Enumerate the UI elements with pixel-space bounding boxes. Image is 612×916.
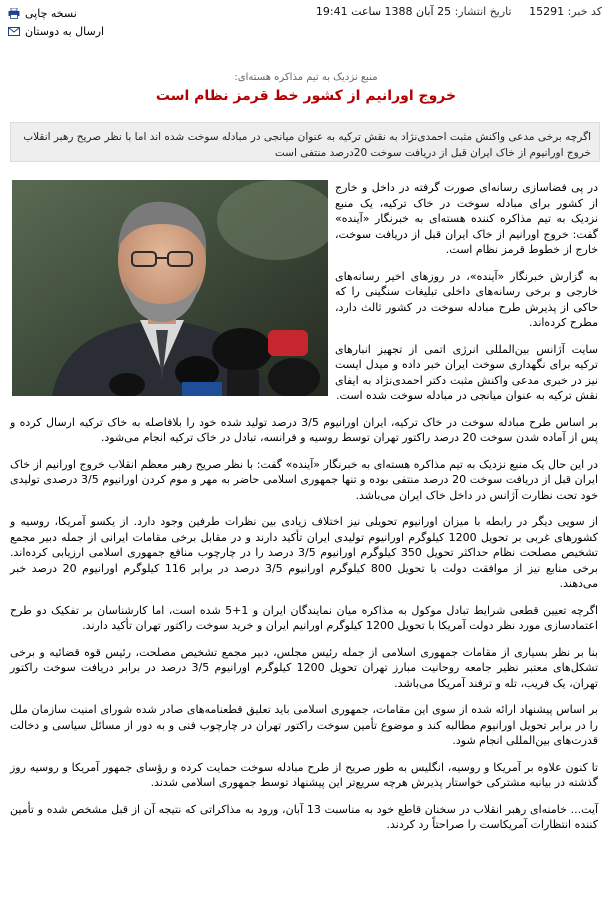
paragraph: در پی فضاسازی رسانه‌ای صورت گرفته در داخل و خارج از کشور برای مبادله سوخت در خاک ترکیه، یک منبع نزدیک به تیم مذاکره کننده هسته‌ای به خبرنگار «آینده» گفت: خروج اورانیم از خاک ایران قبل از دریافت سوخت، خارج از خطوط قرمز نظام است. — [335, 181, 598, 256]
paragraph: سایت آژانس بین‌المللی انرژی اتمی از تجهیز انبارهای ترکیه برای نگهداری سوخت ایران خبر داده و میدل ایست نیز در خبری مدعی واکنش مثبت دکتر احمدی‌نژاد به ایفای نقش ترکیه به عنوان میانجی در مبادله سوخت شده است. — [335, 342, 598, 402]
print-link[interactable] — [8, 4, 104, 22]
news-code-label: کد خبر: — [567, 5, 602, 18]
print-label: نسخه چاپی — [25, 6, 77, 20]
article-body — [10, 180, 598, 844]
article-meta — [316, 5, 602, 18]
paragraph: از سویی دیگر در رابطه با میزان اورانیوم تحویلی نیز اختلاف زیادی بین نظرات طرفین وجود دارد. از یکسو آمریکا، روسیه و کشورهای غربی بر تحویل 1200 کیلوگرم اورانیوم تولیدی ایران تأکید دارند و در مقابل برخی مقامات ایرانی از جمله دبیر مجمع تشخیص مصلحت نظام حداکثر تحویل 350 کیلوگرم اورانیوم 3/5 درصد را در چارچوب منافع جمهوری اسلامی ارزیابی کرده‌اند. برخی منابع نیز از موافقت دولت با تحویل 800 کیلوگرم اورانیوم 3/5 درصد در برابر 116 کیلوگرم اورانیوم 20 درصد خبر می‌دهند. — [10, 515, 598, 590]
paragraph: به گزارش خبرنگار «آینده»، در روزهای اخیر رسانه‌های خارجی و برخی رسانه‌های داخلی تبلیغات سنگینی را که حاکی از پذیرش طرح مبادله سوخت در کشور ثالث دارد، مطرح کرده‌اند. — [335, 269, 598, 329]
paragraph: آیت‌... خامنه‌ای رهبر انقلاب در سخنان قاطع خود به مناسبت 13 آبان، ورود به مذاکراتی که نتیجه آن از قبل مشخص شده و تأمین کننده انتظارات آمریکاست را صراحتاً رد کردند. — [10, 802, 599, 831]
envelope-icon — [8, 26, 20, 37]
paragraph: بر اساس طرح مبادله سوخت در خاک ترکیه، ایران اورانیوم 3/5 درصد تولید شده خود را بلافاصله به خاک ترکیه ارسال کرده و پس از آماده شدن سوخت 20 درصد راکتور تهران توسط روسیه و فرانسه، تبادل در خاک ترکیه انجام می‌شود. — [10, 415, 599, 444]
paragraph: در این حال یک منبع نزدیک به تیم مذاکره هسته‌ای به خبرنگار «آینده» گفت: با نظر صریح رهبر معظم انقلاب خروج اورانیم از خاک ایران قبل از دریافت سوخت 20 درصد منتفی بوده و تنها جمهوری اسلامی حاضر به مهر و موم کردن اورانیوم 3/5 درصدی تولیدی خود تحت نظارت آژانس در داخل خاک ایران می‌باشد. — [10, 457, 599, 502]
paragraph: بنا بر نظر بسیاری از مقامات جمهوری اسلامی از جمله رئیس مجلس، دبیر مجمع تشخیص مصلحت، رئیس قوه قضائیه و برخی تشکل‌های معتبر نظیر جامعه روحانیت مبارز تهران تحویل 1200 کیلوگرم اورانیوم 3/5 درصد در برابر دریافت سوخت راکتور تهران، یک فریب، تله و ترفند آمریکا می‌باشد. — [10, 645, 599, 690]
paragraph: اگرچه تعیین قطعی شرایط تبادل موکول به مذاکره میان نمایندگان ایران و 1+5 شده است، اما کارشناسان بر تفکیک دو طرح اعتمادسازی مورد نظر دولت آمریکا با تحویل 1200 کیلوگرم اورانیم ایران و خرید سوخت راکتور تهران تأکید دارند. — [10, 603, 599, 632]
news-code: 15291 — [529, 5, 565, 18]
email-link[interactable] — [8, 22, 104, 40]
article-lead: اگرچه برخی مدعی واکنش مثبت احمدی‌نژاد به نقش ترکیه به عنوان میانجی در مبادله سوخت شده اند اما با نظر صریح رهبر انقلاب خروج اورانیوم از خاک ایران قبل از دریافت سوخت 20درصد منتفی است — [10, 122, 600, 162]
email-label: ارسال به دوستان — [25, 24, 105, 38]
publish-date: 25 آبان 1388 ساعت 19:41 — [315, 5, 452, 18]
paragraph: تا کنون علاوه بر آمریکا و روسیه، انگلیس به طور صریح از طرح مبادله سوخت حمایت کرده و رؤسای جمهور آمریکا و روسیه روز گذشته در بیانیه مشترکی خواستار پذیرش هرچه سریع‌تر این پیشنهاد توسط جمهوری اسلامی شدند. — [10, 760, 598, 789]
paragraph: بر اساس پیشنهاد ارائه شده از سوی این مقامات، جمهوری اسلامی باید تعلیق قطعنامه‌های صادر شده شورای امنیت سازمان ملل را در برابر تحویل اورانیوم مطالبه کند و موضوع تأمین سوخت راکتور تهران در چارچوب فنی و به دور از مسائل سیاسی و دخالت قدرت‌های بین‌المللی انجام شود. — [10, 703, 598, 747]
publish-date-label: تاریخ انتشار: — [454, 5, 512, 18]
article-kicker: منبع نزدیک به تیم مذاکره هسته‌ای: — [234, 72, 378, 83]
photo-spacer — [10, 180, 335, 398]
article-toolbar — [0, 0, 612, 42]
article-tools — [8, 4, 104, 40]
printer-icon — [8, 8, 20, 19]
article-title: خروج اورانیم از کشور خط قرمز نظام است — [155, 88, 457, 104]
